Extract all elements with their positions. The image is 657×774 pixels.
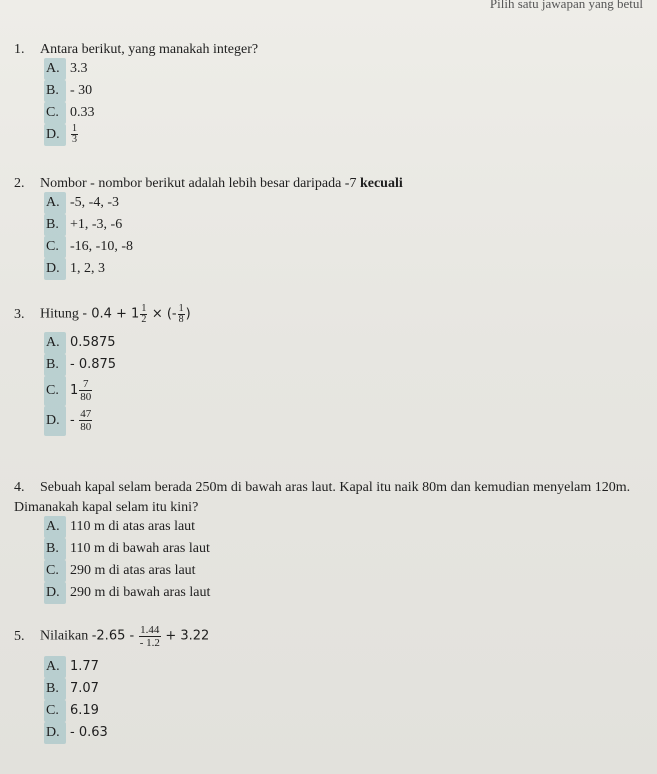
question-4-options (44, 516, 210, 604)
option-c[interactable] (44, 102, 95, 124)
option-letter: B. (44, 214, 66, 236)
question-2-options (44, 192, 133, 280)
expression-part: -2.65 - (91, 628, 135, 644)
option-letter: D. (44, 582, 66, 604)
option-letter: B. (44, 354, 66, 376)
option-value: - 0.63 (70, 725, 108, 740)
option-letter: C. (44, 376, 66, 406)
fraction-numerator: 47 (80, 408, 92, 421)
option-letter: D. (44, 124, 66, 146)
option-d[interactable] (44, 722, 108, 744)
fraction (79, 408, 92, 433)
fraction-numerator: 1 (141, 303, 147, 314)
option-value: 1.77 (70, 659, 99, 674)
question-stem: Antara berikut, yang manakah integer? (40, 42, 259, 57)
question-number: 2. (14, 176, 25, 191)
question-number: 4. (14, 480, 25, 495)
fraction (178, 304, 185, 325)
fraction (71, 124, 78, 145)
option-letter: D. (44, 258, 66, 280)
expression-part: ) (185, 306, 191, 322)
option-letter: A. (44, 516, 66, 538)
option-letter: B. (44, 538, 66, 560)
option-d[interactable] (44, 258, 133, 280)
option-value: 110 m di bawah aras laut (70, 541, 210, 556)
option-b[interactable] (44, 678, 108, 700)
option-a[interactable] (44, 192, 133, 214)
option-value: 3.3 (70, 61, 88, 76)
option-value: -16, -10, -8 (70, 239, 133, 254)
option-b[interactable] (44, 214, 133, 236)
fraction-denominator: 80 (80, 391, 92, 404)
option-a[interactable] (44, 58, 95, 80)
option-b[interactable] (44, 354, 116, 376)
option-value: 7.07 (70, 681, 99, 696)
option-value: 1, 2, 3 (70, 261, 105, 276)
question-stem: Nilaikan (40, 628, 89, 644)
option-value: - 30 (70, 83, 93, 98)
fraction (139, 624, 161, 649)
fraction-denominator: 2 (141, 314, 147, 325)
question-5-options (44, 656, 108, 744)
question-4 (14, 478, 642, 518)
question-stem-emphasis: kecuali (359, 176, 403, 191)
fraction-numerator: 1 (178, 303, 184, 314)
question-number: 3. (14, 306, 25, 322)
fraction-denominator: 80 (80, 421, 92, 434)
option-c[interactable] (44, 560, 210, 582)
question-3-options (44, 332, 116, 436)
expression-part: + 3.22 (165, 628, 210, 644)
question-1-options (44, 58, 95, 146)
fraction-denominator: - 1.2 (139, 637, 160, 649)
fraction-denominator: 8 (178, 314, 184, 325)
question-stem: Sebuah kapal selam berada 250m di bawah aras laut. Kapal itu naik 80m dan kemudian menyelam 120m. Dimanakah kapal selam itu kini? (14, 480, 631, 515)
fraction-numerator: 1.44 (140, 624, 160, 636)
question-1 (14, 40, 650, 60)
option-b[interactable] (44, 538, 210, 560)
question-number: 1. (14, 42, 25, 57)
option-value: 290 m di bawah aras laut (70, 585, 211, 600)
option-value: 6.19 (70, 703, 99, 718)
option-value: 110 m di atas aras laut (70, 519, 196, 534)
expression-part: × (- (151, 306, 177, 322)
option-letter: C. (44, 102, 66, 124)
option-value: +1, -3, -6 (70, 217, 123, 232)
fraction (140, 304, 147, 325)
fraction-numerator: 7 (79, 378, 92, 391)
option-letter: C. (44, 700, 66, 722)
option-c[interactable] (44, 700, 108, 722)
option-value: 0.33 (70, 105, 95, 120)
question-5 (14, 624, 650, 649)
option-c[interactable] (44, 376, 116, 406)
instruction-header: Pilih satu jawapan yang betul (489, 0, 643, 11)
option-value: 290 m di atas aras laut (70, 563, 196, 578)
option-b[interactable] (44, 80, 95, 102)
option-value: -5, -4, -3 (70, 195, 119, 210)
option-d[interactable] (44, 406, 116, 436)
expression-part: - 0.4 + 1 (82, 306, 140, 322)
mixed-whole: 1 (70, 383, 79, 398)
question-3 (14, 304, 650, 325)
option-d[interactable] (44, 582, 210, 604)
option-letter: A. (44, 656, 66, 678)
question-stem: Nombor - nombor berikut adalah lebih besar daripada -7 (40, 176, 357, 191)
fraction (79, 378, 92, 403)
option-letter: B. (44, 678, 66, 700)
option-d[interactable] (44, 124, 95, 146)
option-value: 0.5875 (70, 335, 116, 350)
question-2 (14, 174, 650, 194)
option-letter: A. (44, 192, 66, 214)
option-letter: C. (44, 236, 66, 258)
option-letter: D. (44, 722, 66, 744)
option-letter: C. (44, 560, 66, 582)
fraction-numerator: 1 (72, 123, 77, 135)
option-a[interactable] (44, 656, 108, 678)
option-letter: A. (44, 58, 66, 80)
fraction-sign: - (70, 413, 75, 428)
option-letter: B. (44, 80, 66, 102)
option-a[interactable] (44, 516, 210, 538)
option-c[interactable] (44, 236, 133, 258)
fraction-denominator: 3 (72, 134, 77, 146)
question-stem: Hitung (40, 306, 79, 322)
option-value: - 0.875 (70, 357, 117, 372)
question-number: 5. (14, 628, 25, 644)
option-letter: D. (44, 406, 66, 436)
option-a[interactable] (44, 332, 116, 354)
option-letter: A. (44, 332, 66, 354)
